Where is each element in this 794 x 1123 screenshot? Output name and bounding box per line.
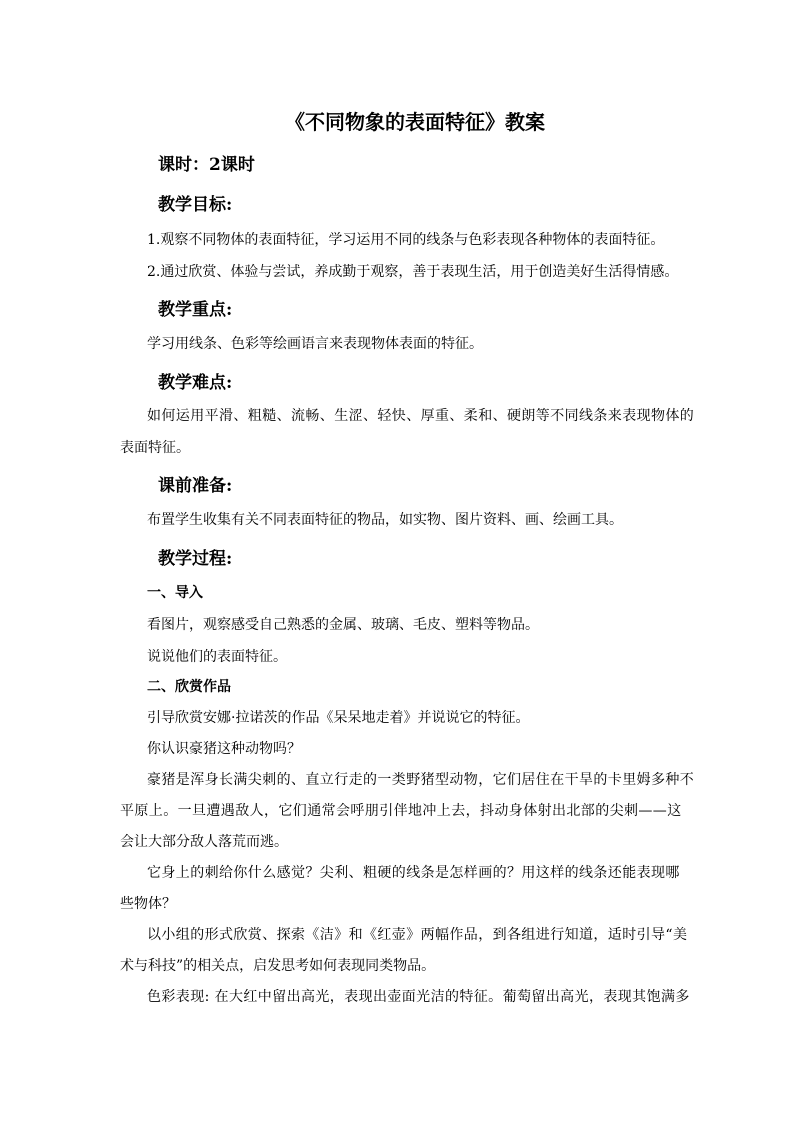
- section-title: 一、导入: [147, 585, 203, 601]
- paragraph-line: 豪猪是浑身长满尖刺的、直立行走的一类野猪型动物，它们居住在干旱的卡里姆多种不: [147, 772, 695, 788]
- process-heading: 教学过程:: [158, 549, 233, 569]
- section-title: 二、欣赏作品: [147, 679, 231, 695]
- key-points-text: 学习用线条、色彩等绘画语言来表现物体表面的特征。: [147, 336, 483, 352]
- difficulties-text-cont: 表面特征。: [120, 440, 190, 456]
- paragraph-line: 会让大部分敌人落荒而逃。: [120, 834, 288, 850]
- paragraph-line: 它身上的刺给你什么感觉？尖利、粗硬的线条是怎样画的？用这样的线条还能表现哪: [147, 865, 680, 881]
- objectives-heading: 教学目标:: [158, 195, 233, 215]
- paragraph-line: 说说他们的表面特征。: [147, 649, 287, 665]
- paragraph-line: 平原上。一旦遭遇敌人，它们通常会呼朋引伴地冲上去，抖动身体射出北部的尖刺——这: [120, 803, 682, 819]
- paragraph-line: 术与科技”的相关点，启发思考如何表现同类物品。: [120, 958, 436, 974]
- paragraph-line: 色彩表现: 在大红中留出高光，表现出壶面光洁的特征。葡萄留出高光，表现其饱满多: [147, 989, 690, 1005]
- paragraph-line: 你认识豪猪这种动物吗？: [147, 741, 301, 757]
- prep-heading: 课前准备:: [158, 476, 233, 496]
- paragraph-line: 引导欣赏安娜·拉诺茨的作品《呆呆地走着》并说说它的特征。: [147, 710, 530, 726]
- paragraph-line: 以小组的形式欣赏、探索《洁》和《红壶》两幅作品，到各组进行知道，适时引导“美: [147, 927, 688, 943]
- paragraph-line: 些物体？: [120, 896, 176, 912]
- difficulties-heading: 教学难点:: [158, 373, 233, 393]
- paragraph-line: 看图片，观察感受自己熟悉的金属、玻璃、毛皮、塑料等物品。: [147, 617, 539, 633]
- prep-text: 布置学生收集有关不同表面特征的物品，如实物、图片资料、画、绘画工具。: [147, 512, 623, 528]
- difficulties-text: 如何运用平滑、粗糙、流畅、生涩、轻快、厚重、柔和、硬朗等不同线条来表现物体的: [147, 408, 695, 424]
- class-hours: 课时：2课时: [158, 155, 255, 175]
- objective-item: 1.观察不同物体的表面特征，学习运用不同的线条与色彩表现各种物体的表面特征。: [147, 232, 665, 248]
- document-title: 《不同物象的表面特征》教案: [285, 110, 545, 134]
- key-points-heading: 教学重点:: [158, 300, 233, 320]
- objective-item: 2.通过欣赏、体验与尝试，养成勤于观察，善于表现生活，用于创造美好生活得情感。: [147, 264, 679, 280]
